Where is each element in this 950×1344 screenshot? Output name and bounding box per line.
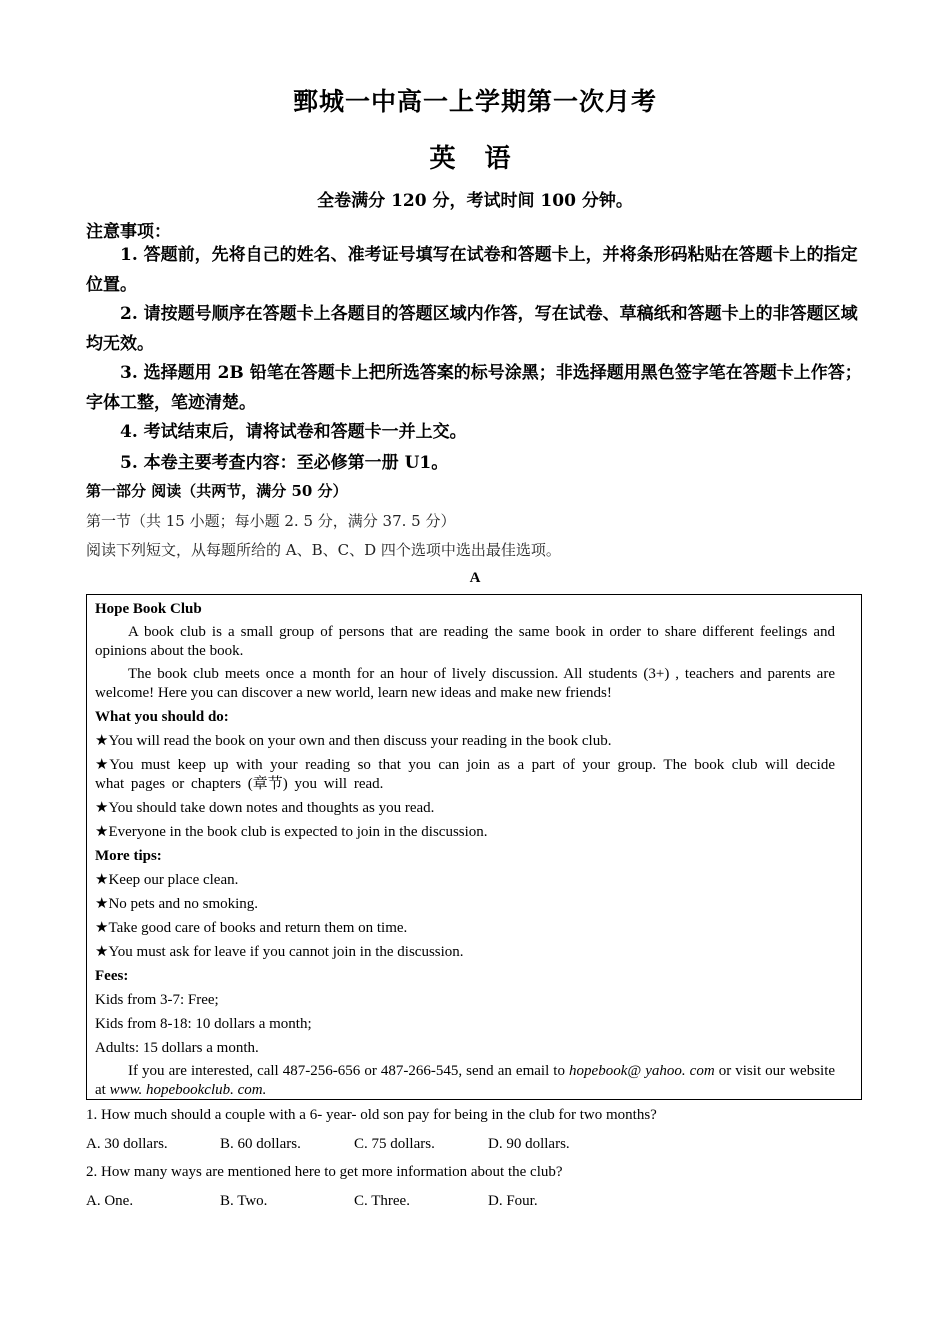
school-title: 鄄城一中高一上学期第一次月考 xyxy=(292,87,657,116)
question-1-option-b[interactable]: B. 60 dollars. xyxy=(220,1136,301,1152)
passage-intro-2: The book club meets once a month for an hour of lively discussion. All students (3+) , teachers and parents are welcome! Here you can discover a new world, learn new ideas and make new friends! xyxy=(95,666,835,701)
exam-info: 全卷满分 120 分，考试时间 100 分钟。 xyxy=(317,191,633,211)
contact-prefix: If you are interested, call 487-256-656 or 487-266-545, send an email to xyxy=(128,1063,565,1079)
question-2-option-a[interactable]: A. One. xyxy=(86,1193,134,1209)
contact-paragraph xyxy=(95,1062,835,1100)
contact-email: hopebook@ yahoo. com xyxy=(569,1063,715,1079)
should-do-item: ★You should take down notes and thoughts as you read. xyxy=(95,800,435,816)
passage-intro-1: A book club is a small group of persons that are reading the same book in order to share different feelings and opinions about the book. xyxy=(95,624,835,659)
question-1-option-a[interactable]: A. 30 dollars. xyxy=(86,1136,168,1152)
notice-item-4: 4. 考试结束后，请将试卷和答题卡一并上交。 xyxy=(120,422,467,442)
tip-item: ★You must ask for leave if you cannot join in the discussion. xyxy=(95,944,464,960)
should-do-item: ★Everyone in the book club is expected to join in the discussion. xyxy=(95,824,488,840)
notice-item-1: 1. 答题前，先将自己的姓名、准考证号填写在试卷和答题卡上，并将条形码粘贴在答题卡上的指定位置。 xyxy=(86,245,858,295)
fee-item: Kids from 8-18: 10 dollars a month; xyxy=(95,1016,312,1032)
should-do-item: ★You will read the book on your own and then discuss your reading in the book club. xyxy=(95,733,612,749)
fee-item: Kids from 3-7: Free; xyxy=(95,992,219,1008)
tip-item: ★Take good care of books and return them on time. xyxy=(95,920,408,936)
question-1-stem: 1. How much should a couple with a 6- year- old son pay for being in the club for two months? xyxy=(86,1107,657,1123)
contact-website: www. hopebookclub. com. xyxy=(109,1082,267,1098)
subject-title: 英 语 xyxy=(429,144,521,174)
tips-heading: More tips: xyxy=(95,848,162,864)
notice-item-5: 5. 本卷主要考查内容：至必修第一册 U1。 xyxy=(120,453,449,473)
passage-title: Hope Book Club xyxy=(95,601,202,617)
part-heading: 第一部分 阅读（共两节，满分 50 分） xyxy=(86,482,348,500)
fees-heading: Fees: xyxy=(95,968,129,984)
contact-middle: or visit our website at xyxy=(95,1063,836,1098)
question-2-option-d[interactable]: D. Four. xyxy=(488,1193,538,1209)
notice-heading: 注意事项： xyxy=(86,222,171,242)
should-do-heading: What you should do: xyxy=(95,709,229,725)
question-2-option-b[interactable]: B. Two. xyxy=(220,1193,268,1209)
tip-item: ★Keep our place clean. xyxy=(95,872,239,888)
passage-label: A xyxy=(469,570,481,586)
question-1-option-d[interactable]: D. 90 dollars. xyxy=(488,1136,570,1152)
passage-box xyxy=(86,594,862,1100)
notice-item-3: 3. 选择题用 2B 铅笔在答题卡上把所选答案的标号涂黑；非选择题用黑色签字笔在答题卡上作答；字体工整，笔迹清楚。 xyxy=(86,363,862,413)
question-1-option-c[interactable]: C. 75 dollars. xyxy=(354,1136,435,1152)
reading-instruction: 阅读下列短文，从每题所给的 A、B、C、D 四个选项中选出最佳选项。 xyxy=(86,541,561,559)
notice-item-2: 2. 请按题号顺序在答题卡上各题目的答题区域内作答，写在试卷、草稿纸和答题卡上的非答题区域均无效。 xyxy=(86,304,858,354)
question-2-stem: 2. How many ways are mentioned here to get more information about the club? xyxy=(86,1164,563,1180)
subsection-heading: 第一节（共 15 小题；每小题 2. 5 分，满分 37. 5 分） xyxy=(86,512,456,530)
tip-item: ★No pets and no smoking. xyxy=(95,896,259,912)
should-do-item: ★You must keep up with your reading so that you can join as a part of your group. The book club will decide what pages or chapters (章节) you will read. xyxy=(95,757,835,792)
question-2-option-c[interactable]: C. Three. xyxy=(354,1193,410,1209)
fee-item: Adults: 15 dollars a month. xyxy=(95,1040,259,1056)
